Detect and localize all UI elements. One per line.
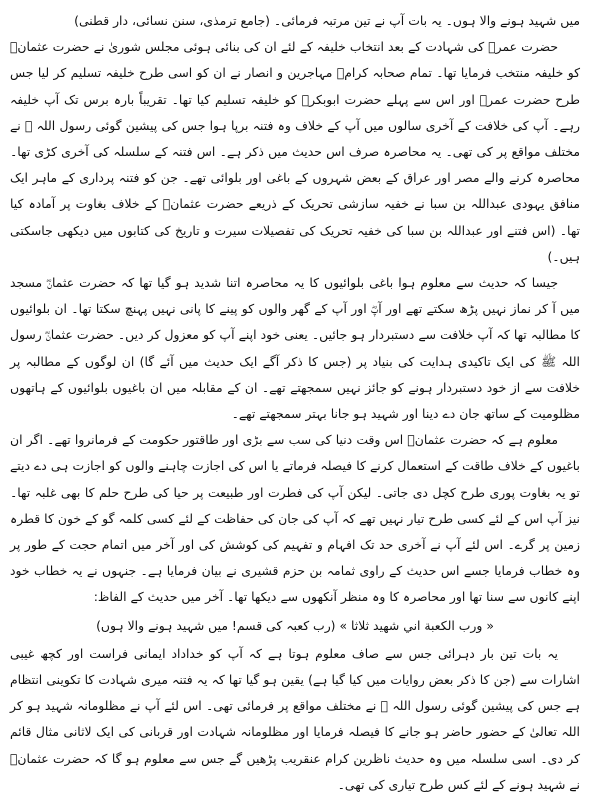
paragraph-3: جیسا کہ حدیث سے معلوم ہوا باغی بلوائیوں کا یہ محاصرہ اتنا شدید ہو گیا تھا کہ حضرت عثمانؓ مسجد میں آ کر نماز نہیں پڑھ سکتے تھے اور آپؓ اور آپ کے گھر والوں کو پینے کا پانی نہیں پہنچ سکتا تھا۔ ان بلوائیوں کا مطالبہ تھا کہ آپ خلافت سے دستبردار ہو جائیں۔ یعنی خود اپنے آپ کو معزول کر دیں۔ حضرت عثمانؓ رسول اللہ ﷺ کی ایک تاکیدی ہدایت کی بنیاد پر (جس کا ذکر آگے ایک حدیث میں آئے گا) ان لوگوں کے مطالبہ پر خلافت سے از خود دستبردار ہونے کو جائز نہیں سمجھتے تھے۔ ان کے مقابلہ میں ان باغیوں بلوائیوں کے ہاتھوں مظلومیت کے ساتھ جان دے دینا اور شہید ہو جانا بہتر سمجھتے تھے۔ bbox=[10, 275, 580, 422]
hadith-quote: « ورب الكعبة اني شهيد ثلاثا » (رب کعبہ کی قسم! میں شہید ہونے والا ہوں) bbox=[96, 617, 494, 633]
paragraph-4: معلوم ہے کہ حضرت عثمانؓ اس وقت دنیا کی سب سے بڑی اور طاقتور حکومت کے فرمانروا تھے۔ اگر ان باغیوں کے خلاف طاقت کے استعمال کرنے کا فیصلہ فرماتے یا اس کی اجازت چاہنے والوں کو اجازت ہی دے دیتے تو یہ بغاوت پوری طرح کچل دی جاتی۔ لیکن آپ کی فطرت اور طبیعت پر حیا کی طرح حلم کا بھی غلبہ تھا۔ نیز آپ اس کے لئے کسی طرح تیار نہیں تھے کہ آپ کی جان کی حفاظت کے لئے کسی کلمہ گو کے خون کا قطرہ زمین پر گرے۔ اس لئے آپ نے آخری حد تک افہام و تفہیم کی کوشش کی اور آخر میں اتمام حجت کے طور پر وہ خطاب فرمایا جسے اس حدیث کے راوی ثمامہ بن حزم قشیری نے بیان فرمایا ہے۔ جنہوں نے یہ خطاب خود اپنے کانوں سے سنا تھا اور محاصرہ کا وہ منظر آنکھوں سے دیکھا تھا۔ آخر میں حدیث کے الفاظ: bbox=[10, 432, 580, 605]
paragraph-1: میں شہید ہونے والا ہوں۔ یہ بات آپ نے تین مرتبہ فرمائی۔ (جامع ترمذی، سنن نسائی، دار قطنی) bbox=[74, 13, 580, 28]
paragraph-2: حضرت عمرؓ کی شہادت کے بعد انتخاب خلیفہ کے لئے ان کی بنائی ہوئی مجلس شوریٰ نے حضرت عثمانؓ کو خلیفہ منتخب فرمایا تھا۔ تمام صحابہ کرامؓ مہاجرین و انصار نے ان کو اسی طرح خلیفہ تسلیم کر لیا جس طرح حضرت عمرؓ اور اس سے پہلے حضرت ابوبکرؓ کو خلیفہ تسلیم کیا تھا۔ تقریباً بارہ برس تک آپ خلیفہ رہے۔ آپ کی خلافت کے آخری سالوں میں آپ کے خلاف وہ فتنہ برپا ہوا جس کی پیشین گوئی رسول اللہ ﷺ نے مختلف مواقع پر کی تھی۔ یہ محاصرہ صرف اس حدیث میں ذکر ہے۔ اس فتنہ کے سلسلہ کی آخری کڑی تھا۔ محاصرہ کرنے والے مصر اور عراق کے بعض شہروں کے باغی اور بلوائی تھے۔ جن کو فتنہ پرداری کے ماہر ایک منافق یہودی عبداللہ بن سبا نے خفیہ سازشی تحریک کے ذریعے حضرت عثمانؓ کے خلاف بغاوت پر آمادہ کیا تھا۔ (اس فتنے اور عبداللہ بن سبا کی خفیہ تحریک کی تفصیلات سیرت و تاریخ کی کتابوں میں دیکھی جاسکتی ہیں۔) bbox=[10, 39, 580, 264]
closing-paragraph: یہ بات تین بار دہرائی جس سے صاف معلوم ہوتا ہے کہ آپ کو خداداد ایمانی فراست اور کچھ غیبی اشارات سے (جن کا ذکر بعض روایات میں کیا گیا ہے) یقین ہو گیا تھا کہ یہ فتنہ میری شہادت کا تکوینی انتظام ہے جس کی پیشین گوئی رسول اللہ ﷺ نے مختلف مواقع پر فرمائی تھی۔ اس لئے آپ نے مظلومانہ شہید ہو کر اللہ تعالیٰ کے حضور حاضر ہو جانے کا فیصلہ فرمایا اور مظلومانہ شہادت اور قربانی کی ایک لاثانی مثال قائم کر دی۔ اسی سلسلہ میں وہ حدیث ناظرین کرام عنقریب پڑھیں گے جس سے معلوم ہو گا کہ حضرت عثمانؓ نے شہید ہونے کے لئے کس طرح تیاری کی تھی۔ bbox=[10, 645, 580, 792]
